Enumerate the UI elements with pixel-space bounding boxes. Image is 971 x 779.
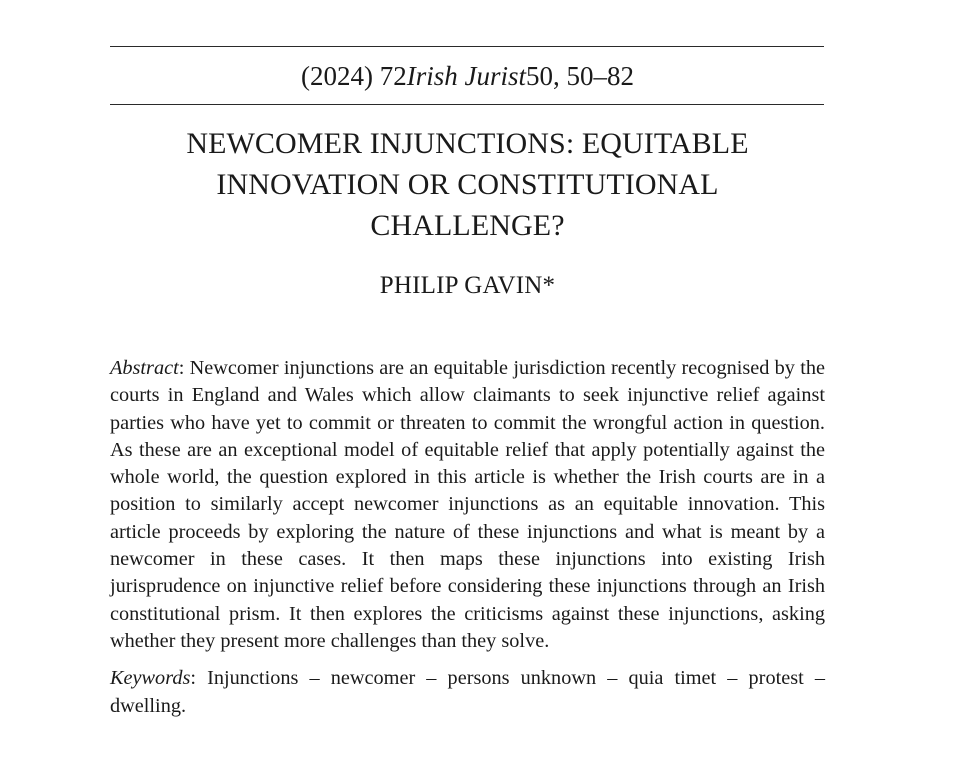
abstract-label: Abstract	[110, 357, 179, 379]
journal-name: Irish Jurist	[406, 60, 526, 91]
keywords-label: Keywords	[110, 667, 191, 690]
author-name: PHILIP GAVIN*	[379, 272, 556, 299]
article-title	[110, 123, 825, 246]
article-first-page	[110, 0, 825, 720]
citation-pages: 50, 50–82	[526, 60, 634, 91]
title-line-3: CHALLENGE?	[370, 209, 565, 242]
bottom-rule	[110, 104, 824, 105]
title-line-1: NEWCOMER INJUNCTIONS: EQUITABLE	[186, 127, 749, 160]
keywords	[110, 665, 825, 720]
citation-prefix: (2024) 72	[301, 60, 407, 91]
title-line-2: INNOVATION OR CONSTITUTIONAL	[216, 168, 719, 201]
journal-citation	[110, 47, 825, 104]
abstract-text: : Newcomer injunctions are an equitable jurisdiction recently recognised by the courts in England and Wales which allow claimants to seek injunctive relief against parties who have yet to commit or threaten to commit the wrongful action in question. As these are an exceptional model of equitable relief that apply potentially against the whole world, the question explored in this article is whether the Irish courts are in a position to similarly accept newcomer injunctions as an equitable innovation. This article proceeds by exploring the nature of these injunctions and what is meant by a newcomer in these cases. It then maps these injunctions into existing Irish jurisprudence on injunctive relief before considering these injunctions through an Irish constitutional prism. It then explores the criticisms against these injunctions, asking whether they present more challenges than they solve.	[110, 357, 825, 652]
abstract	[110, 355, 825, 655]
keywords-text: : Injunctions – newcomer – persons unknown – quia timet – protest – dwelling.	[110, 667, 825, 717]
